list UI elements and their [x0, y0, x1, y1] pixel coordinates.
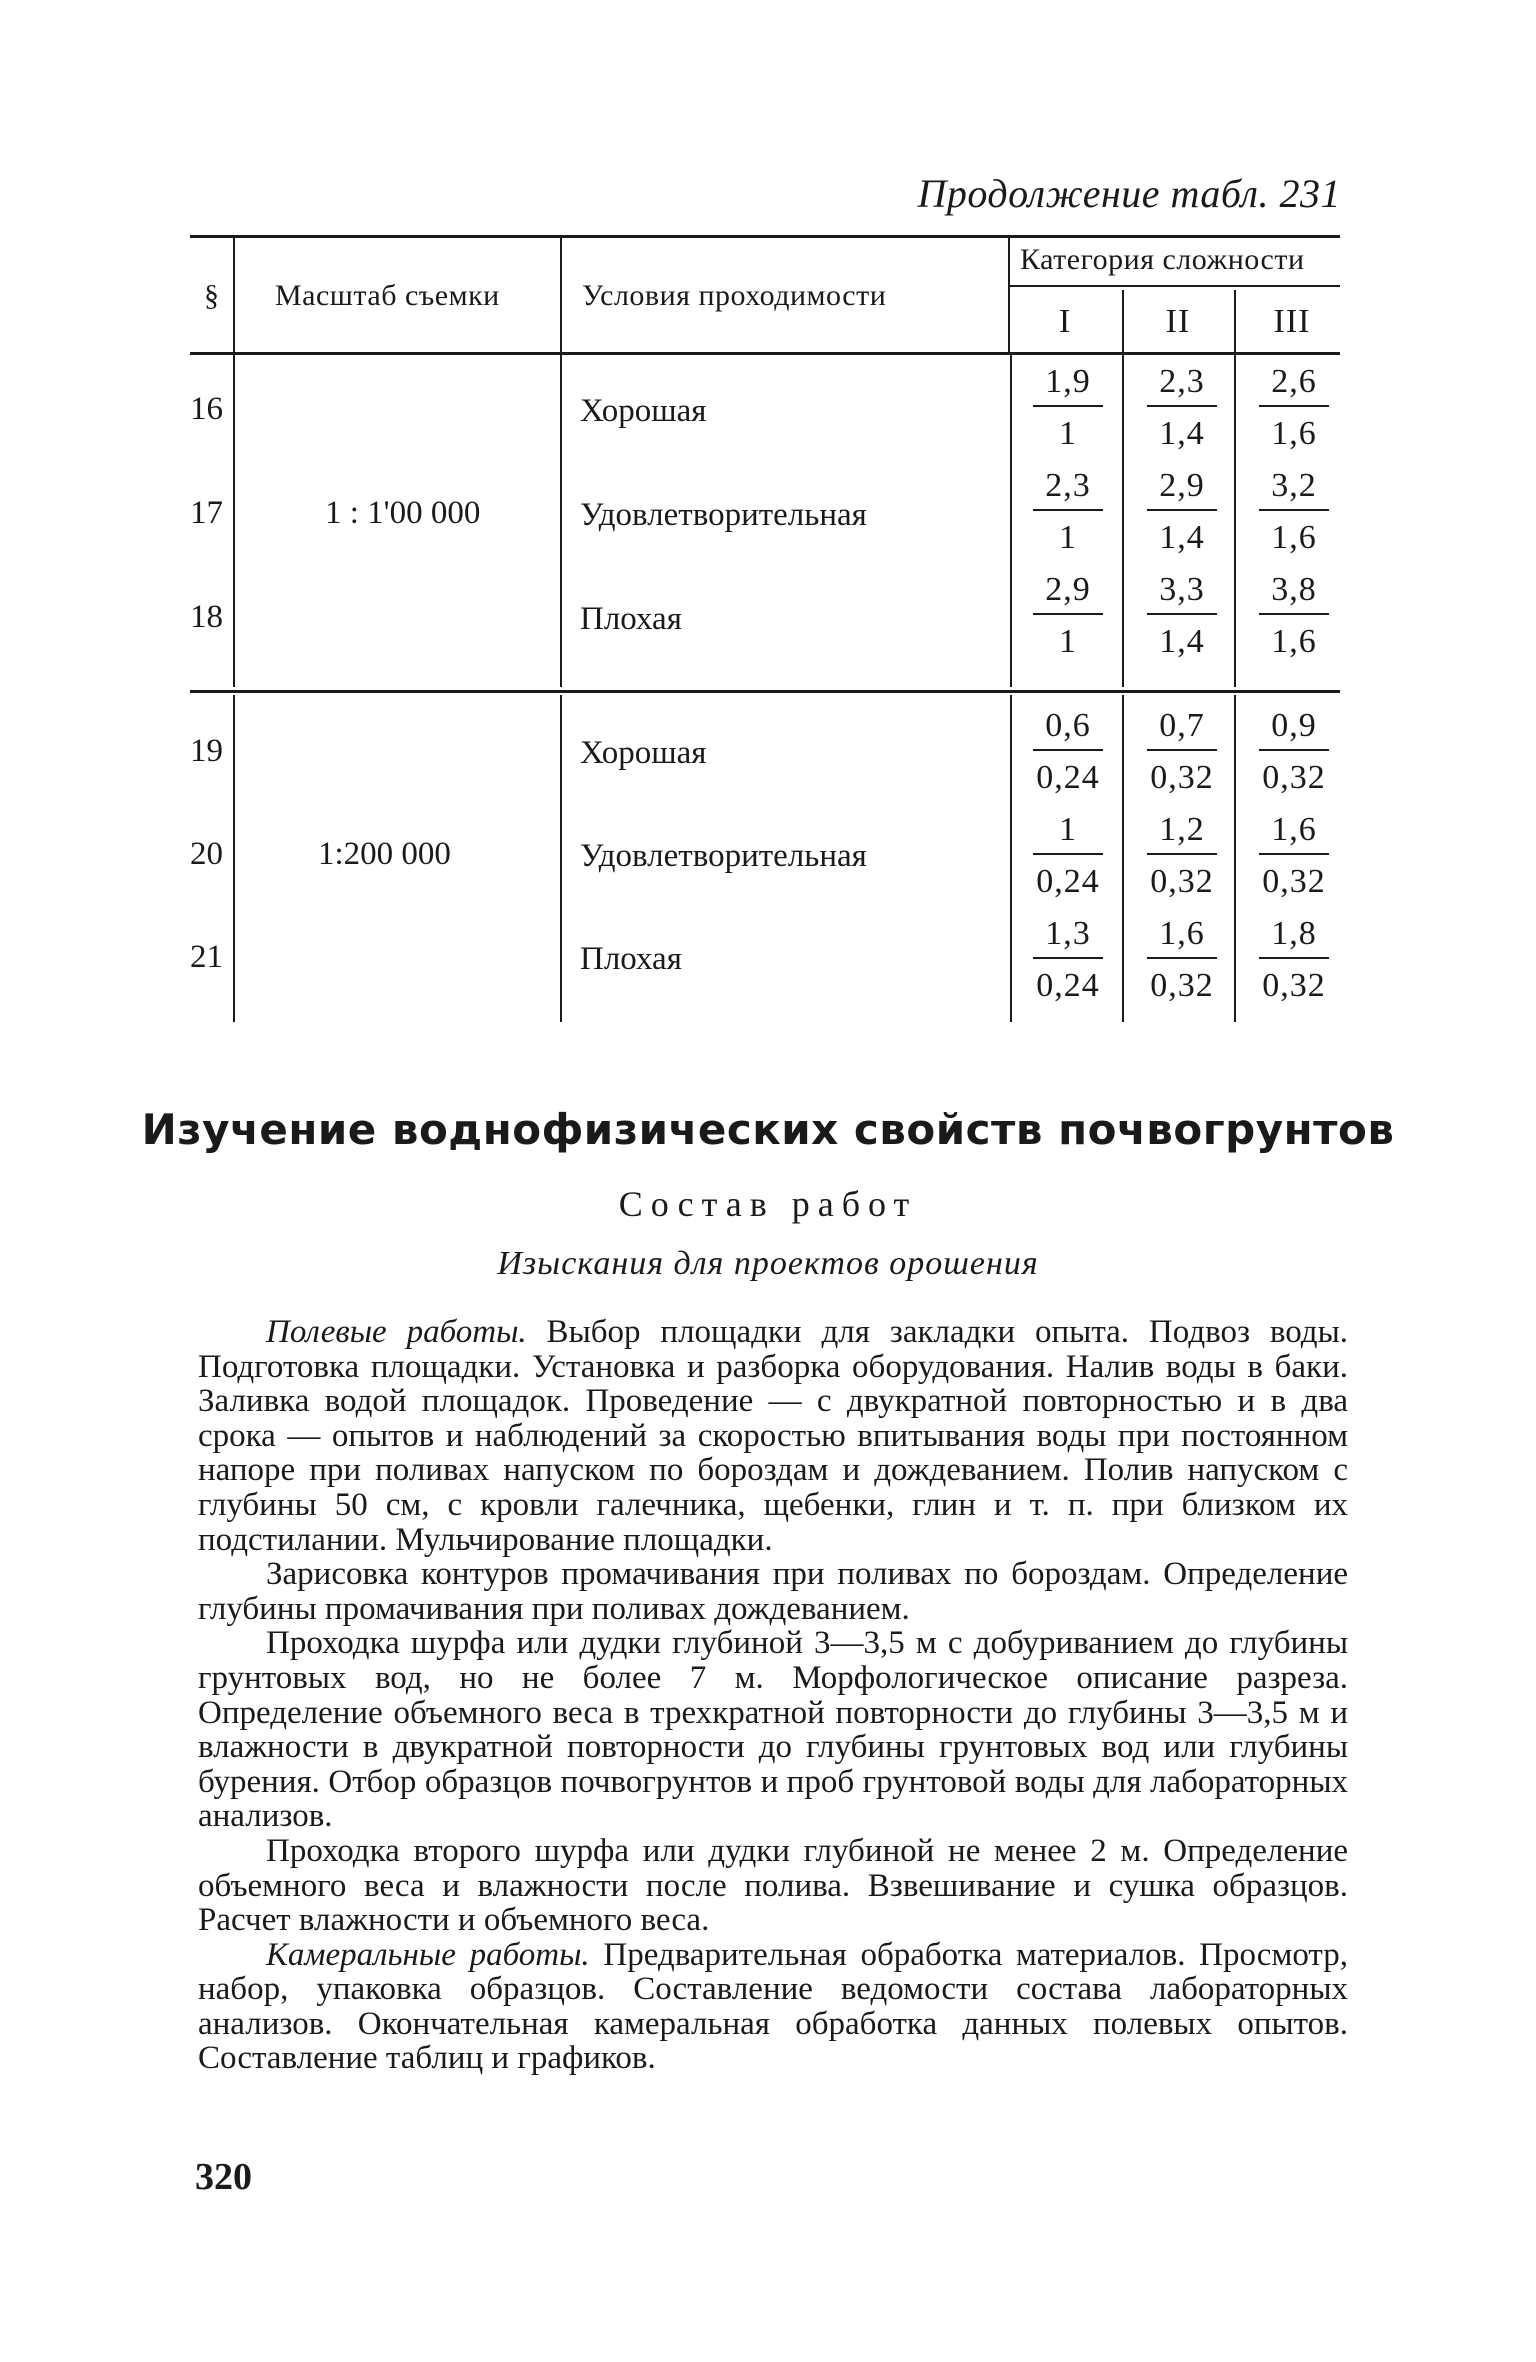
table-top-rule: [190, 235, 1340, 238]
category-header-rule: [1008, 285, 1340, 287]
row-number: 20: [190, 836, 223, 872]
section-title: Изучение воднофизических свойств почвогрунтов: [141, 1105, 1395, 1154]
fraction-bar: [1259, 613, 1329, 615]
value-numerator: 1,6: [1271, 811, 1317, 848]
value-denominator: 1,4: [1159, 519, 1205, 556]
section-subtitle: Состав работ: [618, 1184, 918, 1224]
fraction-bar: [1259, 405, 1329, 407]
paragraph: [198, 1834, 1348, 1938]
paragraph-lead: Полевые работы.: [266, 1314, 527, 1350]
value-numerator: 1,8: [1271, 915, 1317, 952]
table-continuation-label: Продолжение табл. 231: [917, 171, 1341, 216]
value-denominator: 0,32: [1262, 759, 1326, 796]
fraction-bar: [1033, 957, 1103, 959]
col-header-cat-1: I: [1058, 303, 1072, 340]
paragraph: [198, 1315, 1348, 1557]
col-header-cat-2: II: [1165, 303, 1191, 340]
value-numerator: 1,2: [1159, 811, 1205, 848]
fraction-bar: [1033, 853, 1103, 855]
condition-label: Удовлетворительная: [580, 497, 867, 533]
fraction-bar: [1147, 509, 1217, 511]
value-denominator: 0,24: [1036, 863, 1100, 900]
col-header-conditions: Условия проходимости: [582, 279, 887, 312]
row-number: 17: [190, 495, 223, 531]
col-header-category: Категория сложности: [1020, 243, 1305, 276]
value-denominator: 1,6: [1271, 415, 1317, 452]
col-rule-g1-b: [560, 355, 562, 687]
body-text: [198, 1315, 1348, 2076]
col-rule-g2-c: [1010, 695, 1012, 1022]
value-numerator: 0,7: [1159, 707, 1205, 744]
col-header-cat-3: III: [1273, 303, 1311, 340]
section-subtitle-italic: Изыскания для проектов орошения: [497, 1245, 1039, 1282]
condition-label: Удовлетворительная: [580, 838, 867, 874]
value-numerator: 3,8: [1271, 571, 1317, 608]
value-denominator: 0,32: [1150, 759, 1214, 796]
paragraph-text: Проходка шурфа или дудки глубиной 3—3,5 м с добуриванием до глубины грунтовых вод, но не более 7 м. Морфологическое описание разреза. Определение объемного веса в трехкратной повторности до глубины 3—3,5 м и влажности в двукратной повторности до глубины грунтовых вод или глубины бурения. Отбор образцов почвогрунтов и проб грунтовой воды для лабораторных анализов.: [198, 1625, 1348, 1835]
value-numerator: 2,9: [1159, 467, 1205, 504]
value-denominator: 0,32: [1150, 967, 1214, 1004]
data-table: [190, 235, 1340, 1025]
scale-value: 1:200 000: [318, 836, 451, 872]
header-bottom-rule: [190, 352, 1340, 355]
value-numerator: 2,6: [1271, 363, 1317, 400]
row-number: 21: [190, 939, 223, 975]
value-numerator: 3,3: [1159, 571, 1205, 608]
value-numerator: 0,6: [1045, 707, 1091, 744]
fraction-bar: [1033, 405, 1103, 407]
condition-label: Плохая: [580, 601, 682, 637]
fraction-bar: [1259, 749, 1329, 751]
fraction-bar: [1147, 853, 1217, 855]
value-numerator: 0,9: [1271, 707, 1317, 744]
col-rule-g1-e: [1234, 355, 1236, 687]
paragraph-text: Предварительная обработка материалов. Просмотр, набор, упаковка образцов. Составление ведомости состава лабораторных анализов. Окончательная камеральная обработка данных полевых опытов. Составление таблиц и графиков.: [198, 1936, 1348, 2077]
row-number: 19: [190, 733, 223, 769]
col-rule-g1-d: [1122, 355, 1124, 687]
condition-label: Плохая: [580, 941, 682, 977]
fraction-bar: [1147, 405, 1217, 407]
row-number: 18: [190, 599, 223, 635]
value-numerator: 1,6: [1159, 915, 1205, 952]
paragraph: [198, 1557, 1348, 1626]
fraction-bar: [1033, 509, 1103, 511]
value-denominator: 1,6: [1271, 519, 1317, 556]
value-numerator: 2,3: [1159, 363, 1205, 400]
value-denominator: 1: [1059, 415, 1077, 452]
fraction-bar: [1147, 613, 1217, 615]
paragraph-text: Выбор площадки для закладки опыта. Подвоз воды. Подготовка площадки. Установка и разборка оборудования. Налив воды в баки. Заливка водой площадок. Проведение — с двукратной повторностью и в два срока — опытов и наблюдений за скоростью впитывания воды при постоянном напоре при поливах напуском по бороздам и дождеванием. Полив напуском с глубины 50 см, с кровли галечника, щебенки, глин и т. п. при близком их подстилании. Мульчирование площадки.: [198, 1314, 1349, 1558]
value-numerator: 1: [1059, 811, 1077, 848]
paragraph-text: Зарисовка контуров промачивания при поливах по бороздам. Определение глубины промачивания при поливах дождеванием.: [198, 1556, 1348, 1627]
col-rule-g1-c: [1010, 355, 1012, 687]
value-numerator: 1,9: [1045, 363, 1091, 400]
value-numerator: 2,3: [1045, 467, 1091, 504]
col-rule-cat2: [1234, 290, 1236, 352]
col-rule-g2-e: [1234, 695, 1236, 1022]
col-rule-conditions: [1008, 235, 1010, 352]
col-rule-g2-b: [560, 695, 562, 1022]
row-number: 16: [190, 391, 223, 427]
paragraph-lead: Камеральные работы.: [266, 1936, 590, 1973]
fraction-bar: [1033, 749, 1103, 751]
value-numerator: 1,3: [1045, 915, 1091, 952]
condition-label: Хорошая: [580, 735, 707, 771]
group-divider-rule: [190, 690, 1340, 693]
fraction-bar: [1147, 749, 1217, 751]
value-denominator: 1: [1059, 519, 1077, 556]
value-denominator: 0,32: [1262, 863, 1326, 900]
paragraph: [198, 1626, 1348, 1834]
paragraph: [198, 1938, 1348, 2076]
col-rule-g2-a: [233, 695, 235, 1022]
value-denominator: 0,24: [1036, 759, 1100, 796]
value-denominator: 1,4: [1159, 623, 1205, 660]
value-denominator: 1: [1059, 623, 1077, 660]
fraction-bar: [1259, 957, 1329, 959]
fraction-bar: [1147, 957, 1217, 959]
value-denominator: 0,32: [1262, 967, 1326, 1004]
col-rule-g2-d: [1122, 695, 1124, 1022]
fraction-bar: [1259, 509, 1329, 511]
value-numerator: 2,9: [1045, 571, 1091, 608]
scale-value: 1 : 1'00 000: [325, 495, 481, 531]
value-numerator: 3,2: [1271, 467, 1317, 504]
col-rule-g1-a: [233, 355, 235, 687]
fraction-bar: [1259, 853, 1329, 855]
value-denominator: 1,4: [1159, 415, 1205, 452]
condition-label: Хорошая: [580, 393, 707, 429]
col-rule-section: [233, 235, 235, 352]
paragraph-text: Проходка второго шурфа или дудки глубиной не менее 2 м. Определение объемного веса и влажности после полива. Взвешивание и сушка образцов. Расчет влажности и объемного веса.: [198, 1832, 1348, 1939]
value-denominator: 0,24: [1036, 967, 1100, 1004]
value-denominator: 1,6: [1271, 623, 1317, 660]
page-number: 320: [195, 2156, 252, 2198]
col-header-section: §: [204, 279, 220, 312]
col-header-scale: Масштаб съемки: [275, 279, 500, 312]
col-rule-scale: [560, 235, 562, 352]
value-denominator: 0,32: [1150, 863, 1214, 900]
fraction-bar: [1033, 613, 1103, 615]
col-rule-cat1: [1122, 290, 1124, 352]
